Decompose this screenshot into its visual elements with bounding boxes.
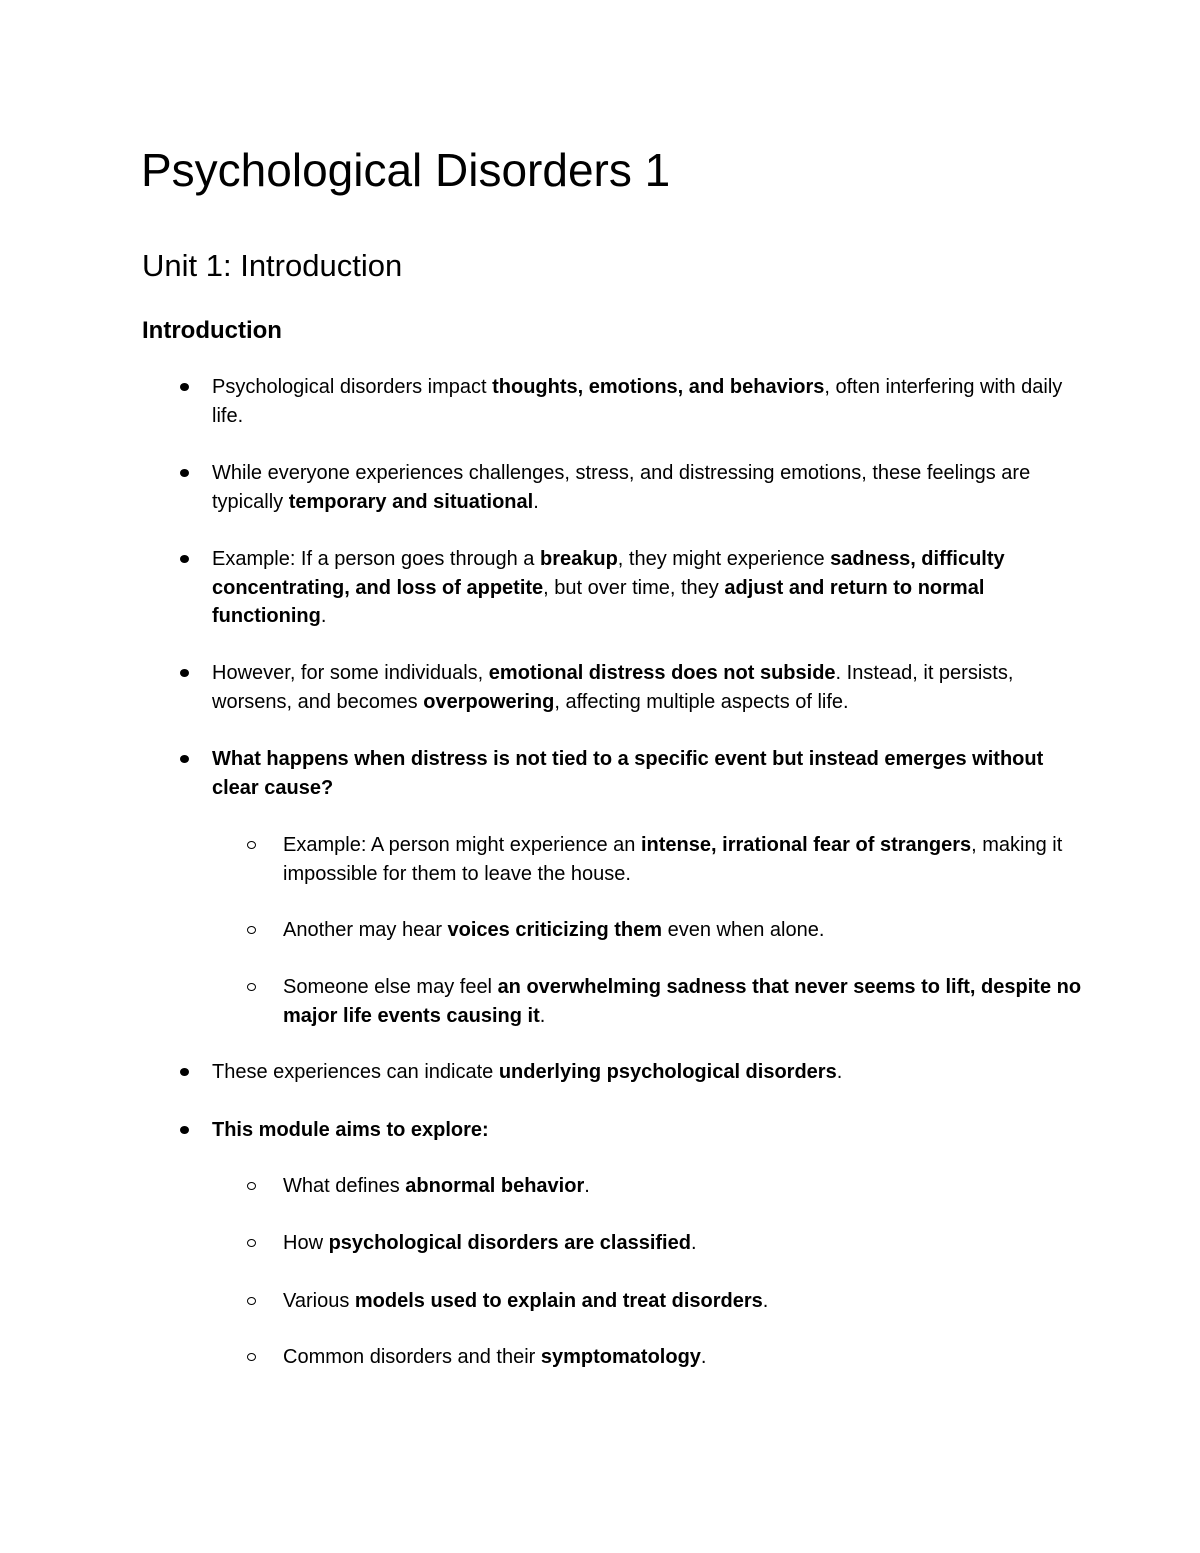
sub-bullet-item	[283, 1287, 1083, 1316]
section-heading: Introduction	[142, 317, 282, 344]
sub-bullet-item	[283, 1172, 1083, 1201]
text-run: .	[762, 1290, 769, 1312]
sub-bullet-item	[283, 973, 1083, 1030]
bullet-disc-icon	[180, 669, 189, 677]
bullet-circle-icon	[247, 1182, 256, 1190]
bullet-circle-icon	[247, 1239, 256, 1247]
bold-text: adjust and return to normal functioning	[212, 576, 985, 627]
bold-text: abnormal behavior	[405, 1175, 585, 1197]
text-run: Psychological disorders impact	[212, 376, 493, 398]
text-run: .	[700, 1346, 707, 1368]
bullet-disc-icon	[180, 469, 189, 477]
bullet-item	[212, 659, 1082, 716]
bullet-circle-icon	[247, 1353, 256, 1361]
text-run: , making it impossible for them to leave the house.	[283, 834, 1063, 885]
bullet-item	[212, 745, 1082, 802]
bullet-item	[212, 1116, 1082, 1145]
text-run: .	[690, 1232, 697, 1254]
bold-text: intense, irrational fear of strangers	[641, 834, 972, 856]
bullet-circle-icon	[247, 983, 256, 991]
bullet-circle-icon	[247, 1297, 256, 1305]
text-run: Someone else may feel	[283, 976, 498, 998]
sub-bullet-item	[283, 831, 1083, 888]
bold-text: an overwhelming sadness that never seems to lift, despite no major life events causing it	[283, 976, 1082, 1027]
bold-text: sadness, difficulty concentrating, and loss of appetite	[212, 548, 1005, 599]
text-run: even when alone.	[662, 919, 825, 941]
text-run: However, for some individuals,	[212, 662, 489, 684]
sub-bullet-item	[283, 916, 1083, 945]
text-run: .	[539, 1004, 546, 1027]
bold-text: underlying psychological disorders	[498, 1061, 837, 1083]
text-run: How	[283, 1232, 329, 1254]
bullet-item	[212, 1058, 1082, 1087]
text-run: .	[584, 1175, 590, 1197]
text-run: . Instead, it persists, worsens, and becomes	[212, 662, 1014, 713]
document-title: Psychological Disorders 1	[141, 144, 671, 196]
text-run: Various	[283, 1290, 355, 1312]
bold-text: overpowering	[423, 690, 555, 713]
text-run: , but over time, they	[543, 576, 725, 599]
bold-text: models used to explain and treat disorders	[354, 1290, 763, 1312]
bold-text: breakup	[539, 548, 618, 570]
text-run: Example: A person might experience an	[283, 834, 641, 856]
bullet-circle-icon	[247, 926, 256, 934]
bullet-disc-icon	[180, 555, 189, 563]
text-run: These experiences can indicate	[212, 1061, 499, 1083]
bold-text: voices criticizing them	[447, 919, 663, 941]
text-run: , often interfering with daily life.	[212, 376, 1063, 427]
text-run: , they might experience	[617, 548, 831, 570]
text-run: Example: If a person goes through a	[212, 548, 540, 570]
text-run: While everyone experiences challenges, stress, and distressing emotions, these feelings are typically	[212, 462, 1031, 513]
sub-bullet-item	[283, 1229, 1083, 1258]
bold-text: This module aims to explore:	[212, 1119, 489, 1141]
text-run: .	[320, 605, 327, 627]
text-run: .	[836, 1061, 843, 1083]
unit-heading: Unit 1: Introduction	[142, 248, 403, 283]
bold-text: thoughts, emotions, and behaviors	[492, 376, 825, 398]
bullet-disc-icon	[180, 755, 189, 763]
bullet-disc-icon	[180, 383, 189, 391]
bold-text: psychological disorders are classified	[328, 1232, 691, 1254]
bullet-item	[212, 373, 1082, 430]
bullet-disc-icon	[180, 1126, 189, 1134]
text-run: What defines	[283, 1175, 406, 1197]
bullet-item	[212, 459, 1082, 516]
bold-text: temporary and situational	[288, 490, 534, 513]
bold-text: symptomatology	[540, 1346, 701, 1368]
text-run: , affecting multiple aspects of life.	[554, 690, 849, 713]
bullet-disc-icon	[180, 1068, 189, 1076]
bold-text: emotional distress does not subside	[488, 662, 836, 684]
bold-text: What happens when distress is not tied to a specific event but instead emerges without clear cause?	[212, 748, 1044, 799]
text-run: .	[533, 490, 539, 513]
text-run: Another may hear	[283, 919, 448, 941]
bullet-item	[212, 545, 1082, 631]
text-run: Common disorders and their	[283, 1346, 541, 1368]
bullet-circle-icon	[247, 841, 256, 849]
sub-bullet-item	[283, 1343, 1083, 1372]
